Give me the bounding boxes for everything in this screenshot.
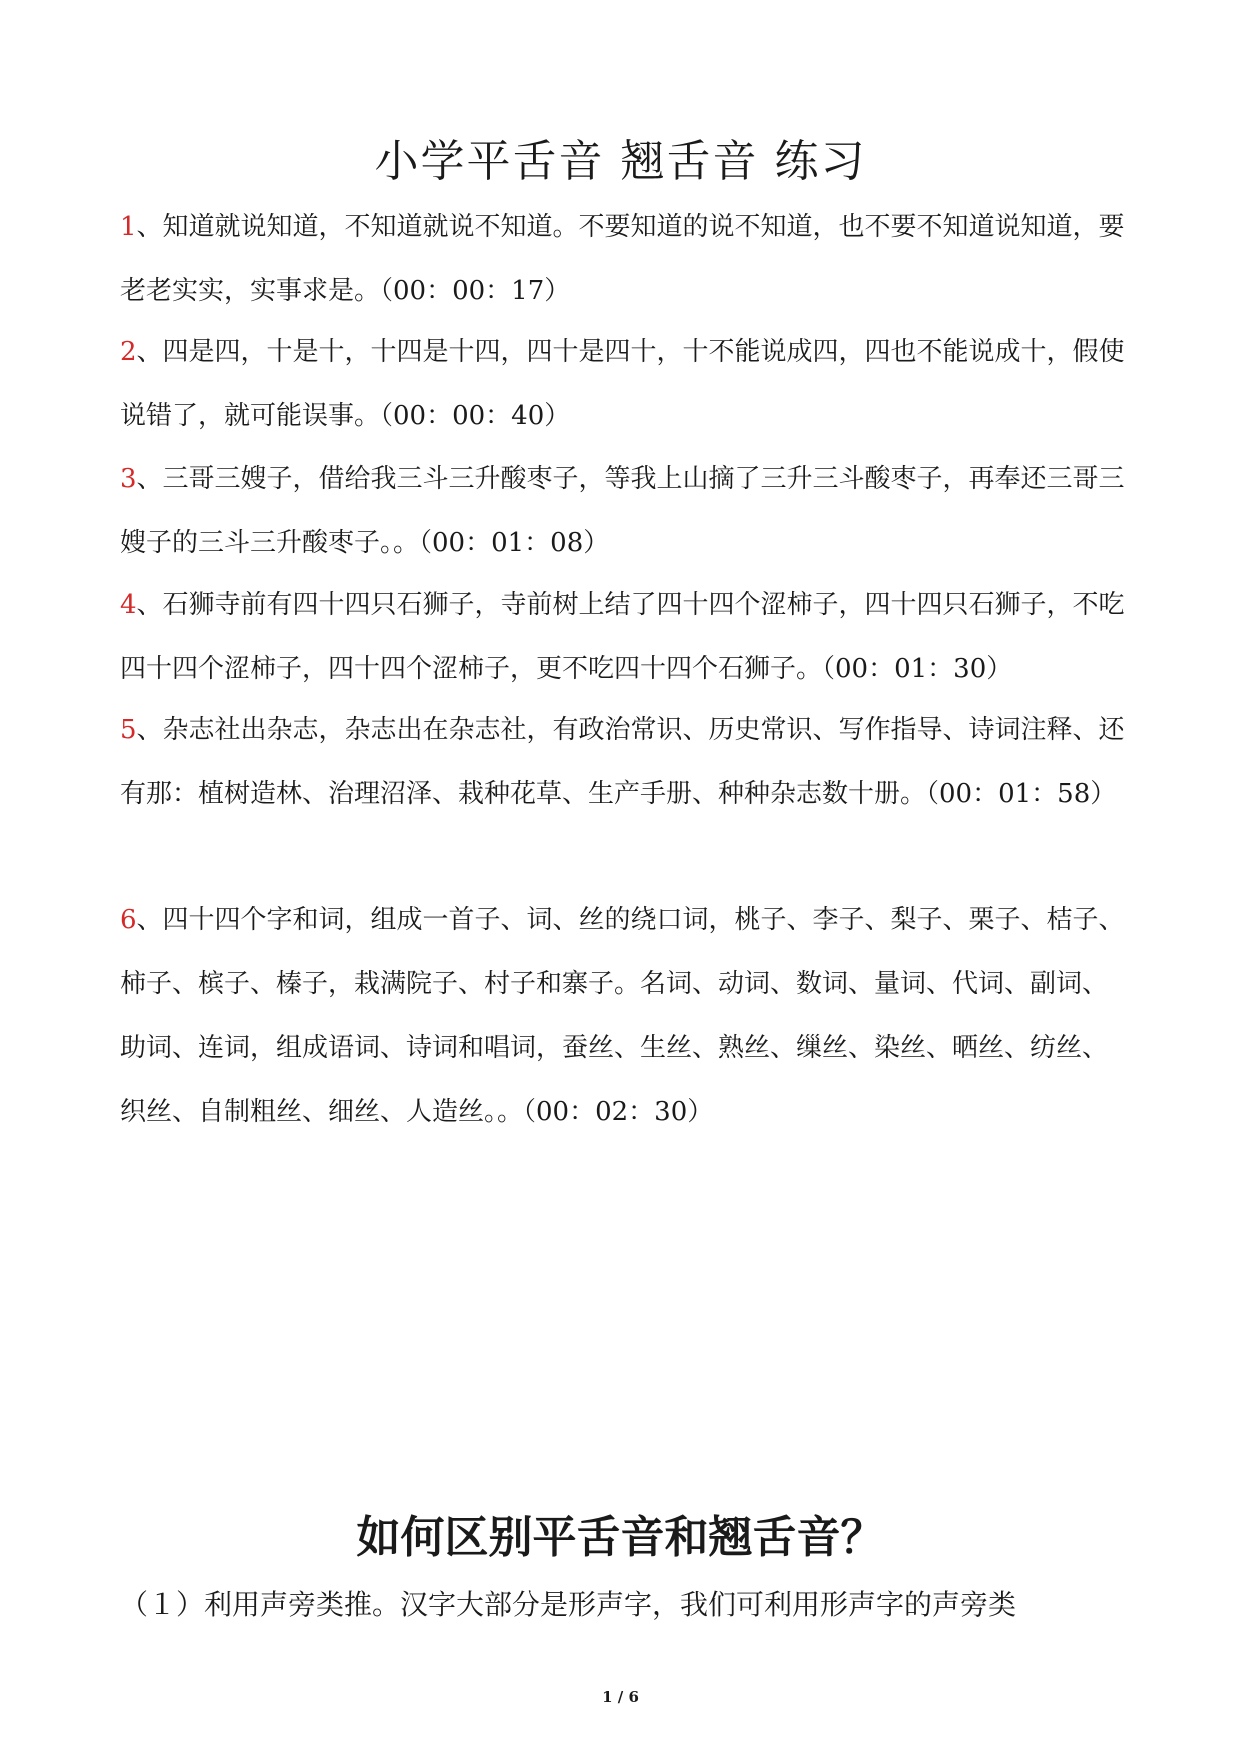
item-text: 、三哥三嫂子，借给我三斗三升酸枣子，等我上山摘了三升三斗酸枣子，再奉还三哥三嫂子的三斗三升酸枣子。。（00：01：08）: [120, 464, 1125, 558]
item-number: 1: [120, 212, 137, 242]
section-heading: 如何区别平舌音和翘舌音？: [356, 1512, 885, 1563]
page-title: 小学平舌音 翘舌音 练习: [374, 136, 867, 187]
page-number: 1 / 6: [602, 1688, 639, 1706]
item-number: 6: [120, 905, 137, 935]
item-text: 、知道就说知道，不知道就说不知道。不要知道的说不知道，也不要不知道说知道，要老老实实，实事求是。（00：00：17）: [120, 212, 1125, 306]
item-number: 5: [120, 715, 137, 745]
exercise-item-6: [120, 888, 1130, 1144]
item-text: 、杂志社出杂志，杂志出在杂志社，有政治常识、历史常识、写作指导、诗词注释、还有那：植树造林、治理沼泽、栽种花草、生产手册、种种杂志数十册。（00：01：58）: [120, 715, 1125, 809]
exercise-item-1: [120, 195, 1130, 323]
item-text: 、石狮寺前有四十四只石狮子，寺前树上结了四十四个涩柿子，四十四只石狮子，不吃四十四个涩柿子，四十四个涩柿子，更不吃四十四个石狮子。（00：01：30）: [120, 590, 1125, 684]
item-number: 3: [120, 464, 137, 494]
exercise-item-2: [120, 320, 1130, 448]
exercise-item-4: [120, 573, 1130, 701]
exercise-item-5: [120, 698, 1130, 826]
item-text: 、四十四个字和词，组成一首子、词、丝的绕口词，桃子、李子、梨子、栗子、桔子、柿子、槟子、榛子，栽满院子、村子和寨子。名词、动词、数词、量词、代词、副词、助词、连词，组成语词、诗词和唱词，蚕丝、生丝、熟丝、缫丝、染丝、晒丝、纺丝、织丝、自制粗丝、细丝、人造丝。。（00：02：30）: [120, 905, 1125, 1127]
section-intro-text: （１）利用声旁类推。汉字大部分是形声字，我们可利用形声字的声旁类: [120, 1588, 1017, 1621]
item-text: 、四是四，十是十，十四是十四，四十是四十，十不能说成四，四也不能说成十，假使说错了，就可能误事。（00：00：40）: [120, 337, 1125, 431]
exercise-item-3: [120, 447, 1130, 575]
item-number: 4: [120, 590, 137, 620]
item-number: 2: [120, 337, 137, 367]
